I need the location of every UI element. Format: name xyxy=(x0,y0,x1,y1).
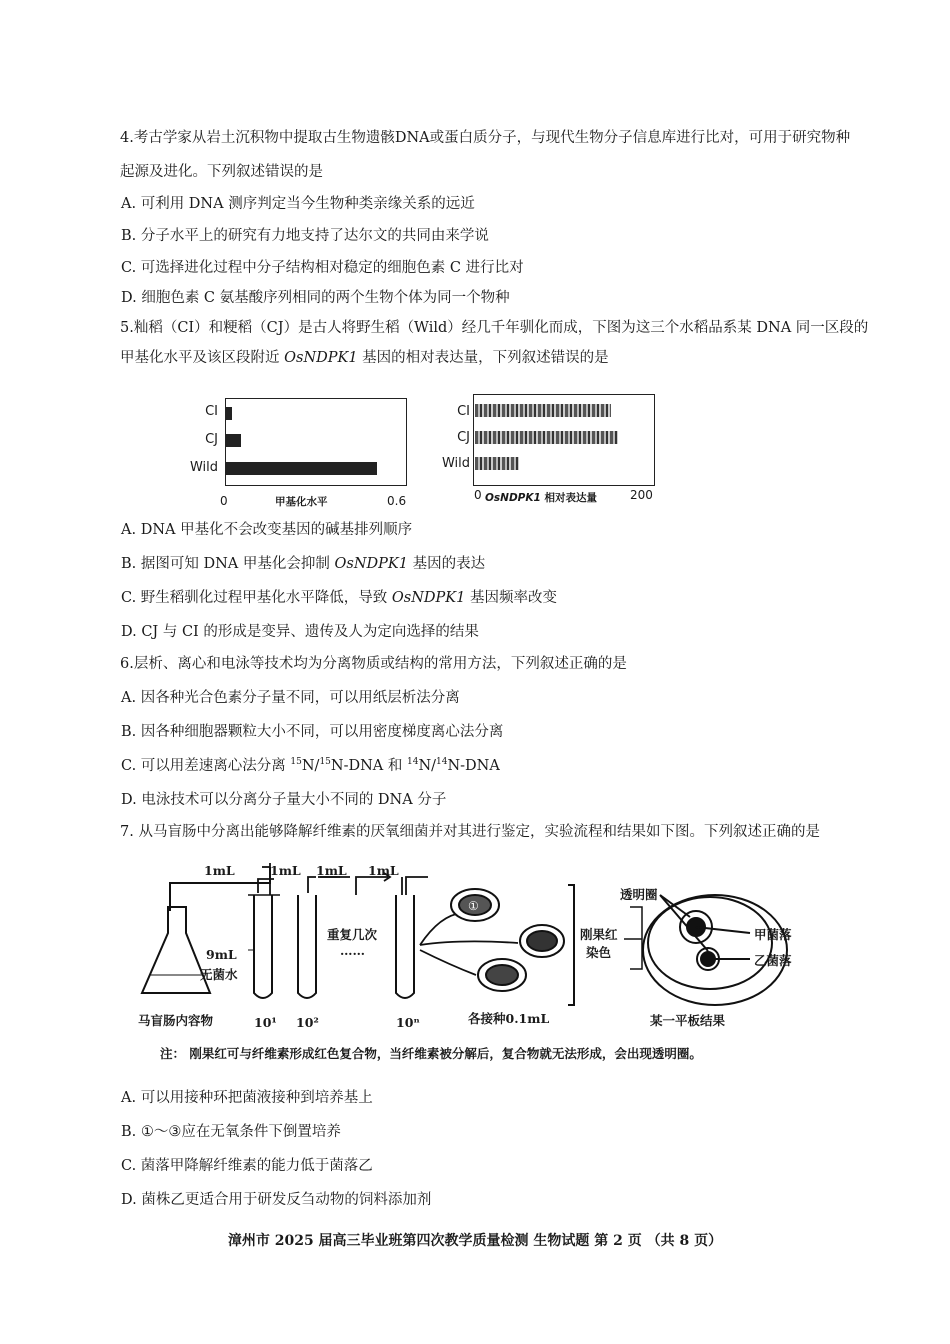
expression-cat-wild: Wild xyxy=(441,456,470,471)
expression-xlabel: OsNDPK1 相对表达量 xyxy=(485,492,597,504)
tube-2-label: 10² xyxy=(296,1015,319,1030)
q5-option-a: A. DNA 甲基化不会改变基因的碱基排列顺序 xyxy=(121,522,413,538)
methylation-cat-wild: Wild xyxy=(189,460,218,475)
colony-a-label: 甲菌落 xyxy=(754,927,792,942)
repeat-label: 重复几次 xyxy=(327,927,378,942)
transfer-3-label: 1mL xyxy=(316,863,347,878)
tube-1-label: 10¹ xyxy=(254,1015,277,1030)
q7-note: 注： 刚果红可与纤维素形成红色复合物，当纤维素被分解后，复合物就无法形成，会出现透明圈。 xyxy=(160,1046,702,1061)
expression-tick-min: 0 xyxy=(474,488,482,502)
repeat-dots: …… xyxy=(340,943,365,958)
q6-option-d: D. 电泳技术可以分离分子量大小不同的 DNA 分子 xyxy=(121,792,447,808)
result-plate-label: 某一平板结果 xyxy=(650,1013,726,1028)
flask-label: 马盲肠内容物 xyxy=(138,1013,214,1028)
q4-option-c: C. 可选择进化过程中分子结构相对稳定的细胞色素 C 进行比对 xyxy=(121,260,524,276)
halo-label: 透明圈 xyxy=(620,887,658,902)
q5-option-c: C. 野生稻驯化过程甲基化水平降低，导致 OsNDPK1 基因频率改变 xyxy=(121,590,557,606)
methylation-cat-ci: CI xyxy=(205,404,218,419)
transfer-1-label: 1mL xyxy=(204,863,235,878)
expression-cat-cj: CJ xyxy=(457,430,470,445)
plate-1-mark: ① xyxy=(468,899,479,913)
expression-bar-cj xyxy=(475,431,618,444)
methylation-xlabel: 甲基化水平 xyxy=(275,496,328,508)
q6-option-c: C. 可以用差速离心法分离 $^{15}$N/$^{15}$N-DNA 和 $^{14}$N/$^{14}$N-DNA xyxy=(121,757,500,774)
transfer-4-label: 1mL xyxy=(368,863,399,878)
q4-stem-line2: 起源及进化。下列叙述错误的是 xyxy=(120,164,323,180)
q7-option-d: D. 菌株乙更适合用于研发反刍动物的饲料添加剂 xyxy=(121,1192,432,1208)
q6-option-b: B. 因各种细胞器颗粒大小不同，可以用密度梯度离心法分离 xyxy=(121,724,504,740)
q4-option-a: A. 可利用 DNA 测序判定当今生物种类亲缘关系的远近 xyxy=(121,196,475,212)
tube-n-label: 10ⁿ xyxy=(396,1015,420,1030)
inoculate-label: 各接种0.1mL xyxy=(468,1011,550,1026)
q7-option-c: C. 菌落甲降解纤维素的能力低于菌落乙 xyxy=(121,1158,373,1174)
expression-cat-ci: CI xyxy=(457,404,470,419)
sterile-water-label: 无菌水 xyxy=(200,967,238,982)
q5-option-b: B. 据图可知 DNA 甲基化会抑制 OsNDPK1 基因的表达 xyxy=(121,556,486,572)
transfer-2-label: 1mL xyxy=(270,863,301,878)
methylation-tick-min: 0 xyxy=(220,494,228,508)
q7-option-a: A. 可以用接种环把菌液接种到培养基上 xyxy=(121,1090,373,1106)
colony-b-label: 乙菌落 xyxy=(754,953,792,968)
expression-chart xyxy=(430,390,670,515)
stain-label: 染色 xyxy=(586,945,612,960)
q6-option-a: A. 因各种光合色素分子量不同，可以用纸层析法分离 xyxy=(121,690,460,706)
result-plate xyxy=(643,895,787,1005)
q4-option-d: D. 细胞色素 C 氨基酸序列相同的两个生物个体为同一个物种 xyxy=(121,290,510,306)
bracket xyxy=(568,885,574,1005)
methylation-bar-ci xyxy=(226,407,232,420)
q7-stem: 7. 从马盲肠中分离出能够降解纤维素的厌氧细菌并对其进行鉴定，实验流程和结果如下图。下列叙述正确的是 xyxy=(120,824,820,840)
q6-stem: 6.层析、离心和电泳等技术均为分离物质或结构的常用方法，下列叙述正确的是 xyxy=(120,656,627,672)
q7-experiment-figure xyxy=(130,855,830,1035)
q4-option-b: B. 分子水平上的研究有力地支持了达尔文的共同由来学说 xyxy=(121,228,489,244)
congo-red-label: 刚果红 xyxy=(580,927,618,942)
methylation-bar-cj xyxy=(226,434,241,447)
q5-stem-line1: 5.籼稻（CI）和粳稻（CJ）是古人将野生稻（Wild）经几千年驯化而成，下图为这三个水稻品系某 DNA 同一区段的 xyxy=(120,320,869,336)
page-footer: 漳州市 2025 届高三毕业班第四次教学质量检测 生物试题 第 2 页 （共 8 页） xyxy=(227,1233,723,1249)
methylation-bar-wild xyxy=(226,462,377,475)
water-volume-label: 9mL xyxy=(206,947,237,962)
methylation-chart xyxy=(180,390,420,515)
expression-bar-wild xyxy=(475,457,519,470)
q7-diagram xyxy=(130,855,830,1035)
q7-option-b: B. ①～③应在无氧条件下倒置培养 xyxy=(121,1124,341,1140)
q5-stem-line2: 甲基化水平及该区段附近 OsNDPK1 基因的相对表达量，下列叙述错误的是 xyxy=(120,350,609,366)
test-tubes xyxy=(254,895,414,998)
expression-bar-ci xyxy=(475,404,611,417)
q4-stem-line1: 4.考古学家从岩土沉积物中提取古生物遗骸DNA或蛋白质分子，与现代生物分子信息库进行比对，可用于研究物种 xyxy=(120,130,851,146)
expression-tick-max: 200 xyxy=(630,488,653,502)
q5-option-d: D. CJ 与 CI 的形成是变异、遗传及人为定向选择的结果 xyxy=(121,624,479,640)
methylation-tick-max: 0.6 xyxy=(387,494,407,508)
methylation-cat-cj: CJ xyxy=(205,432,218,447)
